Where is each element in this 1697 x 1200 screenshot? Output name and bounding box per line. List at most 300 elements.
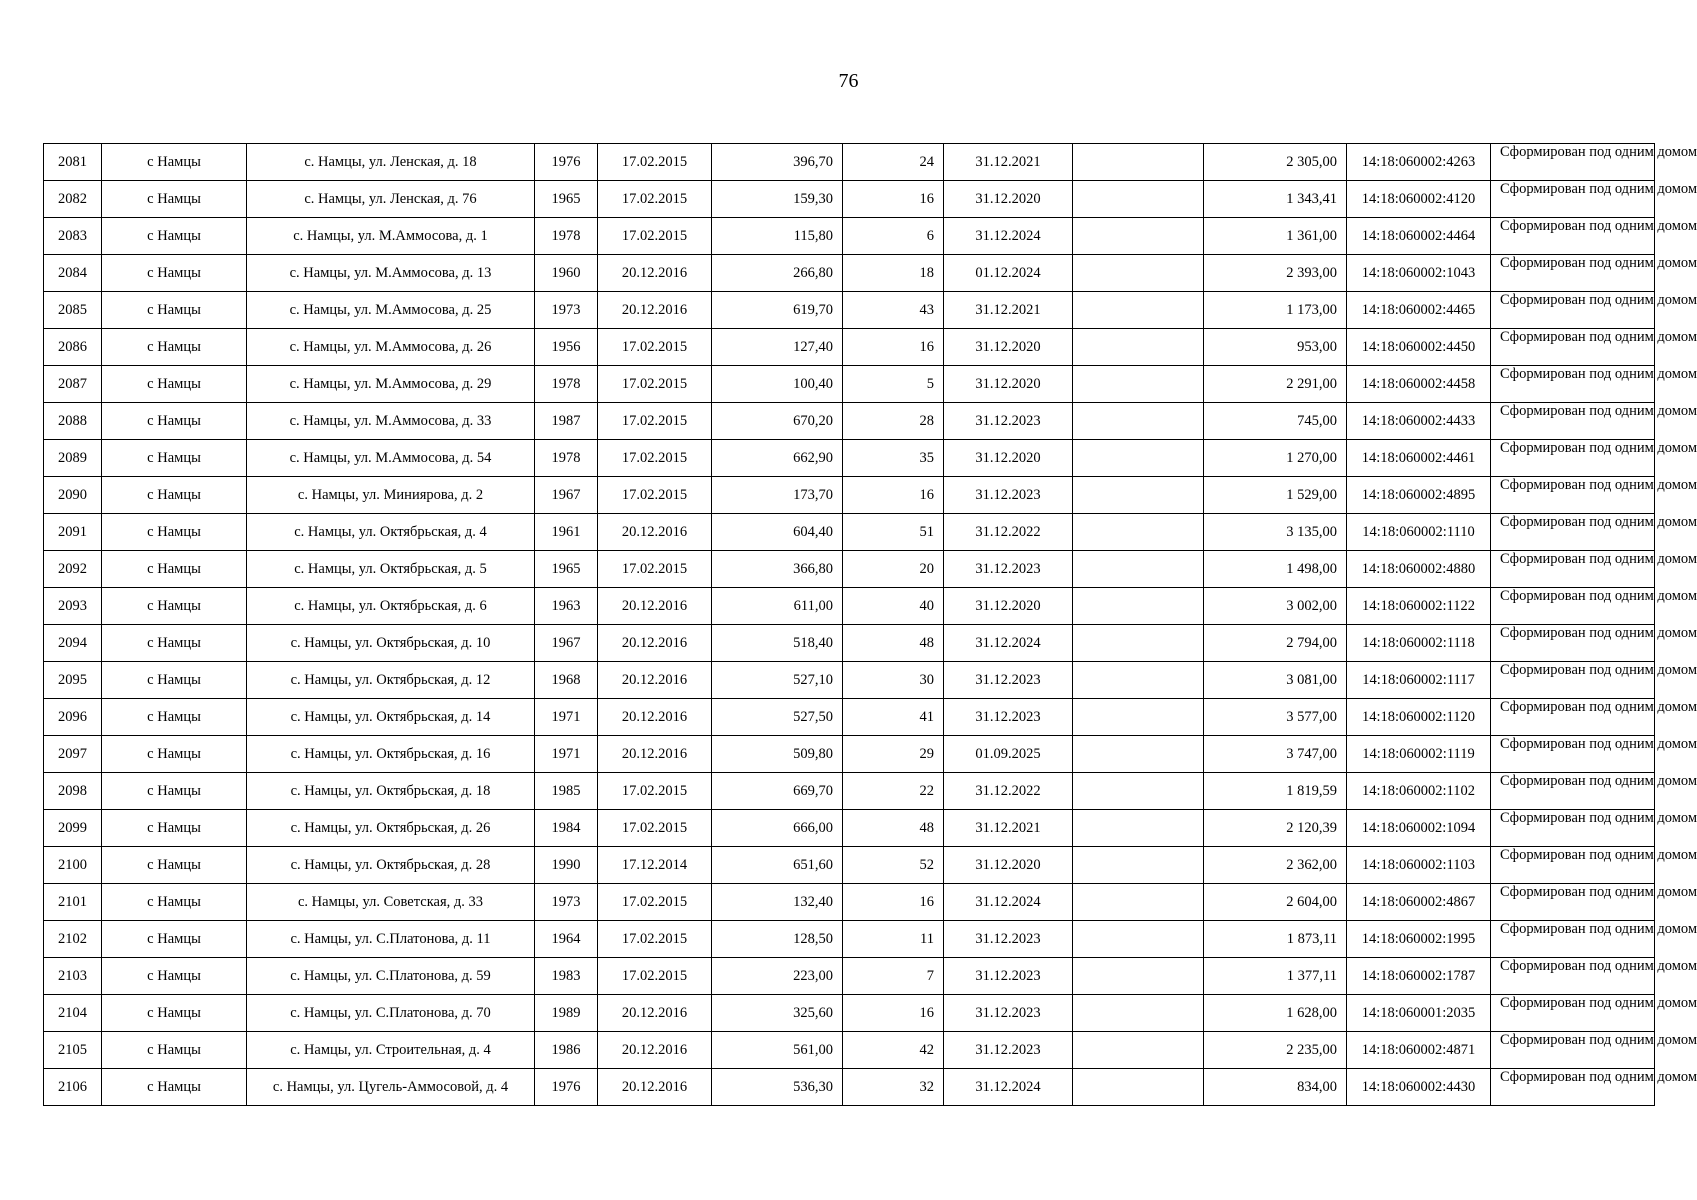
cell-cadastral-number: 14:18:060002:1995 — [1347, 921, 1491, 958]
cell-status: Сформирован под одним домом — [1491, 588, 1655, 625]
cell-amount: 3 135,00 — [1204, 514, 1347, 551]
table-row — [44, 329, 1655, 366]
cell-amount: 1 173,00 — [1204, 292, 1347, 329]
cell-build-year: 1971 — [535, 699, 598, 736]
cell-address: с. Намцы, ул. Строительная, д. 4 — [247, 1032, 535, 1069]
cell-build-year: 1963 — [535, 588, 598, 625]
table-row — [44, 255, 1655, 292]
cell-status: Сформирован под одним домом — [1491, 255, 1655, 292]
cell-survey-date: 17.02.2015 — [598, 440, 712, 477]
cell-residents: 22 — [843, 773, 944, 810]
cell-status: Сформирован под одним домом — [1491, 551, 1655, 588]
cell-address: с. Намцы, ул. М.Аммосова, д. 33 — [247, 403, 535, 440]
cell-status: Сформирован под одним домом — [1491, 218, 1655, 255]
cell-address: с. Намцы, ул. Октябрьская, д. 4 — [247, 514, 535, 551]
cell-survey-date: 17.02.2015 — [598, 884, 712, 921]
cell-amount: 1 529,00 — [1204, 477, 1347, 514]
table-row — [44, 1069, 1655, 1106]
cell-residents: 7 — [843, 958, 944, 995]
cell-address: с. Намцы, ул. Ленская, д. 18 — [247, 144, 535, 181]
table-row — [44, 144, 1655, 181]
cell-deadline-date: 01.12.2024 — [944, 255, 1073, 292]
cell-residents: 5 — [843, 366, 944, 403]
cell-area: 266,80 — [712, 255, 843, 292]
cell-row-number: 2093 — [44, 588, 102, 625]
cell-row-number: 2106 — [44, 1069, 102, 1106]
cell-amount: 3 577,00 — [1204, 699, 1347, 736]
cell-amount: 745,00 — [1204, 403, 1347, 440]
cell-survey-date: 17.02.2015 — [598, 144, 712, 181]
cell-settlement: с Намцы — [102, 1032, 247, 1069]
table-row — [44, 181, 1655, 218]
cell-deadline-date: 31.12.2020 — [944, 366, 1073, 403]
cell-status: Сформирован под одним домом — [1491, 1069, 1655, 1106]
cell-area: 100,40 — [712, 366, 843, 403]
cell-deadline-date: 31.12.2020 — [944, 329, 1073, 366]
cell-row-number: 2082 — [44, 181, 102, 218]
cell-settlement: с Намцы — [102, 662, 247, 699]
table-row — [44, 773, 1655, 810]
cell-settlement: с Намцы — [102, 218, 247, 255]
cell-deadline-date: 31.12.2023 — [944, 551, 1073, 588]
cell-amount: 2 393,00 — [1204, 255, 1347, 292]
cell-row-number: 2104 — [44, 995, 102, 1032]
cell-row-number: 2084 — [44, 255, 102, 292]
cell-status: Сформирован под одним домом — [1491, 514, 1655, 551]
cell-build-year: 1983 — [535, 958, 598, 995]
cell-row-number: 2085 — [44, 292, 102, 329]
cell-settlement: с Намцы — [102, 847, 247, 884]
cell-amount: 3 081,00 — [1204, 662, 1347, 699]
cell-row-number: 2089 — [44, 440, 102, 477]
cell-row-number: 2103 — [44, 958, 102, 995]
cell-address: с. Намцы, ул. Октябрьская, д. 6 — [247, 588, 535, 625]
cell-residents: 48 — [843, 810, 944, 847]
cell-area: 128,50 — [712, 921, 843, 958]
cell-empty-column — [1073, 810, 1204, 847]
cell-address: с. Намцы, ул. М.Аммосова, д. 1 — [247, 218, 535, 255]
cell-residents: 16 — [843, 995, 944, 1032]
cell-address: с. Намцы, ул. Октябрьская, д. 16 — [247, 736, 535, 773]
cell-deadline-date: 31.12.2020 — [944, 440, 1073, 477]
table-row — [44, 736, 1655, 773]
table-row — [44, 477, 1655, 514]
cell-address: с. Намцы, ул. Октябрьская, д. 18 — [247, 773, 535, 810]
cell-build-year: 1978 — [535, 218, 598, 255]
table-row — [44, 366, 1655, 403]
cell-area: 669,70 — [712, 773, 843, 810]
cell-cadastral-number: 14:18:060002:1787 — [1347, 958, 1491, 995]
cell-deadline-date: 31.12.2021 — [944, 144, 1073, 181]
cell-amount: 3 002,00 — [1204, 588, 1347, 625]
cell-address: с. Намцы, ул. М.Аммосова, д. 54 — [247, 440, 535, 477]
cell-empty-column — [1073, 329, 1204, 366]
cell-empty-column — [1073, 662, 1204, 699]
cell-deadline-date: 31.12.2020 — [944, 847, 1073, 884]
cell-survey-date: 20.12.2016 — [598, 995, 712, 1032]
cell-address: с. Намцы, ул. Октябрьская, д. 10 — [247, 625, 535, 662]
cell-build-year: 1967 — [535, 477, 598, 514]
cell-empty-column — [1073, 366, 1204, 403]
cell-empty-column — [1073, 736, 1204, 773]
cell-empty-column — [1073, 921, 1204, 958]
cell-area: 509,80 — [712, 736, 843, 773]
cell-build-year: 1961 — [535, 514, 598, 551]
cell-address: с. Намцы, ул. Миниярова, д. 2 — [247, 477, 535, 514]
cell-deadline-date: 31.12.2023 — [944, 699, 1073, 736]
cell-deadline-date: 31.12.2023 — [944, 662, 1073, 699]
cell-row-number: 2092 — [44, 551, 102, 588]
cell-address: с. Намцы, ул. Октябрьская, д. 14 — [247, 699, 535, 736]
cell-survey-date: 17.02.2015 — [598, 958, 712, 995]
cell-deadline-date: 31.12.2024 — [944, 1069, 1073, 1106]
cell-empty-column — [1073, 625, 1204, 662]
cell-deadline-date: 31.12.2024 — [944, 884, 1073, 921]
cell-survey-date: 20.12.2016 — [598, 699, 712, 736]
cell-build-year: 1971 — [535, 736, 598, 773]
cell-deadline-date: 31.12.2023 — [944, 1032, 1073, 1069]
cell-survey-date: 17.02.2015 — [598, 181, 712, 218]
cell-row-number: 2087 — [44, 366, 102, 403]
cell-deadline-date: 31.12.2021 — [944, 292, 1073, 329]
cell-survey-date: 17.02.2015 — [598, 551, 712, 588]
cell-settlement: с Намцы — [102, 884, 247, 921]
cell-address: с. Намцы, ул. Советская, д. 33 — [247, 884, 535, 921]
cell-cadastral-number: 14:18:060002:1043 — [1347, 255, 1491, 292]
cell-survey-date: 20.12.2016 — [598, 514, 712, 551]
cell-survey-date: 17.02.2015 — [598, 477, 712, 514]
cell-status: Сформирован под одним домом — [1491, 810, 1655, 847]
page-number: 76 — [838, 70, 859, 92]
cell-empty-column — [1073, 551, 1204, 588]
cell-cadastral-number: 14:18:060002:4120 — [1347, 181, 1491, 218]
cell-area: 619,70 — [712, 292, 843, 329]
cell-area: 325,60 — [712, 995, 843, 1032]
cell-empty-column — [1073, 958, 1204, 995]
cell-settlement: с Намцы — [102, 255, 247, 292]
cell-row-number: 2086 — [44, 329, 102, 366]
cell-amount: 1 361,00 — [1204, 218, 1347, 255]
cell-cadastral-number: 14:18:060002:4461 — [1347, 440, 1491, 477]
cell-build-year: 1984 — [535, 810, 598, 847]
cell-area: 611,00 — [712, 588, 843, 625]
cell-residents: 16 — [843, 329, 944, 366]
cell-survey-date: 17.02.2015 — [598, 403, 712, 440]
cell-amount: 3 747,00 — [1204, 736, 1347, 773]
cell-empty-column — [1073, 144, 1204, 181]
cell-residents: 48 — [843, 625, 944, 662]
cell-settlement: с Намцы — [102, 292, 247, 329]
cell-cadastral-number: 14:18:060002:1119 — [1347, 736, 1491, 773]
cell-cadastral-number: 14:18:060002:1120 — [1347, 699, 1491, 736]
cell-settlement: с Намцы — [102, 773, 247, 810]
cell-settlement: с Намцы — [102, 995, 247, 1032]
cell-build-year: 1976 — [535, 1069, 598, 1106]
cell-area: 115,80 — [712, 218, 843, 255]
cell-survey-date: 17.02.2015 — [598, 810, 712, 847]
cell-survey-date: 17.02.2015 — [598, 218, 712, 255]
cell-residents: 42 — [843, 1032, 944, 1069]
cell-deadline-date: 31.12.2020 — [944, 181, 1073, 218]
cell-survey-date: 17.02.2015 — [598, 329, 712, 366]
cell-settlement: с Намцы — [102, 329, 247, 366]
table-row — [44, 218, 1655, 255]
cell-cadastral-number: 14:18:060002:1110 — [1347, 514, 1491, 551]
table-row — [44, 625, 1655, 662]
cell-status: Сформирован под одним домом — [1491, 403, 1655, 440]
cell-deadline-date: 31.12.2021 — [944, 810, 1073, 847]
cell-residents: 40 — [843, 588, 944, 625]
cell-residents: 6 — [843, 218, 944, 255]
cell-cadastral-number: 14:18:060002:4895 — [1347, 477, 1491, 514]
table-row — [44, 440, 1655, 477]
cell-deadline-date: 31.12.2020 — [944, 588, 1073, 625]
table-row — [44, 995, 1655, 1032]
cell-row-number: 2097 — [44, 736, 102, 773]
cell-area: 223,00 — [712, 958, 843, 995]
cell-cadastral-number: 14:18:060002:1094 — [1347, 810, 1491, 847]
cell-settlement: с Намцы — [102, 181, 247, 218]
cell-survey-date: 20.12.2016 — [598, 736, 712, 773]
cell-settlement: с Намцы — [102, 551, 247, 588]
cell-status: Сформирован под одним домом — [1491, 995, 1655, 1032]
cell-settlement: с Намцы — [102, 144, 247, 181]
cell-settlement: с Намцы — [102, 588, 247, 625]
cell-deadline-date: 31.12.2023 — [944, 921, 1073, 958]
cell-survey-date: 17.12.2014 — [598, 847, 712, 884]
cell-empty-column — [1073, 477, 1204, 514]
cell-row-number: 2095 — [44, 662, 102, 699]
cell-cadastral-number: 14:18:060002:4430 — [1347, 1069, 1491, 1106]
cell-cadastral-number: 14:18:060001:2035 — [1347, 995, 1491, 1032]
cell-area: 527,10 — [712, 662, 843, 699]
cell-address: с. Намцы, ул. Октябрьская, д. 26 — [247, 810, 535, 847]
cell-cadastral-number: 14:18:060002:4450 — [1347, 329, 1491, 366]
cell-survey-date: 17.02.2015 — [598, 366, 712, 403]
cell-settlement: с Намцы — [102, 366, 247, 403]
table-row — [44, 847, 1655, 884]
cell-settlement: с Намцы — [102, 921, 247, 958]
cell-build-year: 1973 — [535, 884, 598, 921]
cell-residents: 24 — [843, 144, 944, 181]
cell-cadastral-number: 14:18:060002:4465 — [1347, 292, 1491, 329]
cell-row-number: 2081 — [44, 144, 102, 181]
cell-empty-column — [1073, 255, 1204, 292]
cell-survey-date: 20.12.2016 — [598, 1069, 712, 1106]
cell-deadline-date: 31.12.2023 — [944, 477, 1073, 514]
cell-survey-date: 20.12.2016 — [598, 292, 712, 329]
cell-survey-date: 20.12.2016 — [598, 255, 712, 292]
cell-empty-column — [1073, 292, 1204, 329]
cell-deadline-date: 31.12.2023 — [944, 958, 1073, 995]
cell-area: 604,40 — [712, 514, 843, 551]
table-row — [44, 514, 1655, 551]
cell-amount: 2 362,00 — [1204, 847, 1347, 884]
cell-build-year: 1976 — [535, 144, 598, 181]
cell-area: 518,40 — [712, 625, 843, 662]
cell-settlement: с Намцы — [102, 440, 247, 477]
cell-status: Сформирован под одним домом — [1491, 144, 1655, 181]
cell-build-year: 1986 — [535, 1032, 598, 1069]
cell-residents: 16 — [843, 181, 944, 218]
cell-status: Сформирован под одним домом — [1491, 329, 1655, 366]
cell-amount: 2 604,00 — [1204, 884, 1347, 921]
cell-residents: 16 — [843, 884, 944, 921]
cell-build-year: 1968 — [535, 662, 598, 699]
housing-registry-table — [43, 143, 1697, 1106]
cell-build-year: 1978 — [535, 440, 598, 477]
cell-area: 159,30 — [712, 181, 843, 218]
cell-status: Сформирован под одним домом — [1491, 699, 1655, 736]
cell-residents: 29 — [843, 736, 944, 773]
cell-cadastral-number: 14:18:060002:4867 — [1347, 884, 1491, 921]
cell-amount: 1 343,41 — [1204, 181, 1347, 218]
cell-settlement: с Намцы — [102, 1069, 247, 1106]
cell-area: 651,60 — [712, 847, 843, 884]
cell-cadastral-number: 14:18:060002:4433 — [1347, 403, 1491, 440]
cell-settlement: с Намцы — [102, 514, 247, 551]
cell-settlement: с Намцы — [102, 736, 247, 773]
table-row — [44, 1032, 1655, 1069]
cell-status: Сформирован под одним домом — [1491, 773, 1655, 810]
cell-build-year: 1985 — [535, 773, 598, 810]
table-row — [44, 588, 1655, 625]
cell-build-year: 1967 — [535, 625, 598, 662]
cell-row-number: 2090 — [44, 477, 102, 514]
cell-row-number: 2088 — [44, 403, 102, 440]
cell-address: с. Намцы, ул. Ленская, д. 76 — [247, 181, 535, 218]
cell-build-year: 1990 — [535, 847, 598, 884]
cell-survey-date: 17.02.2015 — [598, 773, 712, 810]
cell-build-year: 1960 — [535, 255, 598, 292]
cell-amount: 1 377,11 — [1204, 958, 1347, 995]
cell-empty-column — [1073, 440, 1204, 477]
cell-status: Сформирован под одним домом — [1491, 181, 1655, 218]
table-row — [44, 403, 1655, 440]
cell-status: Сформирован под одним домом — [1491, 662, 1655, 699]
cell-amount: 2 120,39 — [1204, 810, 1347, 847]
cell-area: 396,70 — [712, 144, 843, 181]
cell-deadline-date: 31.12.2023 — [944, 995, 1073, 1032]
cell-area: 366,80 — [712, 551, 843, 588]
table-row — [44, 699, 1655, 736]
cell-cadastral-number: 14:18:060002:4458 — [1347, 366, 1491, 403]
cell-status: Сформирован под одним домом — [1491, 884, 1655, 921]
cell-address: с. Намцы, ул. С.Платонова, д. 70 — [247, 995, 535, 1032]
cell-settlement: с Намцы — [102, 699, 247, 736]
cell-address: с. Намцы, ул. С.Платонова, д. 11 — [247, 921, 535, 958]
cell-settlement: с Намцы — [102, 477, 247, 514]
cell-empty-column — [1073, 773, 1204, 810]
table-row — [44, 884, 1655, 921]
cell-settlement: с Намцы — [102, 403, 247, 440]
cell-area: 561,00 — [712, 1032, 843, 1069]
cell-area: 527,50 — [712, 699, 843, 736]
cell-amount: 2 794,00 — [1204, 625, 1347, 662]
cell-empty-column — [1073, 884, 1204, 921]
cell-survey-date: 20.12.2016 — [598, 1032, 712, 1069]
cell-row-number: 2099 — [44, 810, 102, 847]
cell-deadline-date: 31.12.2022 — [944, 514, 1073, 551]
cell-survey-date: 17.02.2015 — [598, 921, 712, 958]
cell-address: с. Намцы, ул. М.Аммосова, д. 25 — [247, 292, 535, 329]
cell-status: Сформирован под одним домом — [1491, 921, 1655, 958]
cell-residents: 32 — [843, 1069, 944, 1106]
cell-empty-column — [1073, 514, 1204, 551]
cell-residents: 35 — [843, 440, 944, 477]
cell-build-year: 1965 — [535, 551, 598, 588]
cell-empty-column — [1073, 995, 1204, 1032]
cell-residents: 43 — [843, 292, 944, 329]
cell-survey-date: 20.12.2016 — [598, 625, 712, 662]
cell-cadastral-number: 14:18:060002:1117 — [1347, 662, 1491, 699]
cell-cadastral-number: 14:18:060002:4464 — [1347, 218, 1491, 255]
cell-deadline-date: 31.12.2024 — [944, 218, 1073, 255]
cell-residents: 18 — [843, 255, 944, 292]
table-row — [44, 958, 1655, 995]
cell-residents: 30 — [843, 662, 944, 699]
cell-cadastral-number: 14:18:060002:1103 — [1347, 847, 1491, 884]
cell-build-year: 1989 — [535, 995, 598, 1032]
cell-build-year: 1956 — [535, 329, 598, 366]
cell-deadline-date: 01.09.2025 — [944, 736, 1073, 773]
cell-cadastral-number: 14:18:060002:4880 — [1347, 551, 1491, 588]
cell-build-year: 1978 — [535, 366, 598, 403]
cell-amount: 1 270,00 — [1204, 440, 1347, 477]
cell-cadastral-number: 14:18:060002:1102 — [1347, 773, 1491, 810]
cell-area: 173,70 — [712, 477, 843, 514]
cell-status: Сформирован под одним домом — [1491, 1032, 1655, 1069]
cell-empty-column — [1073, 1069, 1204, 1106]
cell-amount: 2 291,00 — [1204, 366, 1347, 403]
cell-residents: 51 — [843, 514, 944, 551]
cell-status: Сформирован под одним домом — [1491, 625, 1655, 662]
cell-status: Сформирован под одним домом — [1491, 366, 1655, 403]
cell-amount: 2 235,00 — [1204, 1032, 1347, 1069]
cell-address: с. Намцы, ул. Октябрьская, д. 12 — [247, 662, 535, 699]
cell-amount: 1 498,00 — [1204, 551, 1347, 588]
cell-address: с. Намцы, ул. С.Платонова, д. 59 — [247, 958, 535, 995]
cell-residents: 20 — [843, 551, 944, 588]
cell-deadline-date: 31.12.2024 — [944, 625, 1073, 662]
cell-build-year: 1964 — [535, 921, 598, 958]
cell-cadastral-number: 14:18:060002:1118 — [1347, 625, 1491, 662]
cell-status: Сформирован под одним домом — [1491, 736, 1655, 773]
cell-status: Сформирован под одним домом — [1491, 958, 1655, 995]
cell-row-number: 2083 — [44, 218, 102, 255]
cell-row-number: 2091 — [44, 514, 102, 551]
cell-build-year: 1973 — [535, 292, 598, 329]
cell-survey-date: 20.12.2016 — [598, 588, 712, 625]
cell-residents: 52 — [843, 847, 944, 884]
cell-deadline-date: 31.12.2023 — [944, 403, 1073, 440]
cell-cadastral-number: 14:18:060002:1122 — [1347, 588, 1491, 625]
cell-row-number: 2102 — [44, 921, 102, 958]
cell-deadline-date: 31.12.2022 — [944, 773, 1073, 810]
cell-row-number: 2096 — [44, 699, 102, 736]
cell-address: с. Намцы, ул. Октябрьская, д. 5 — [247, 551, 535, 588]
cell-build-year: 1965 — [535, 181, 598, 218]
cell-area: 670,20 — [712, 403, 843, 440]
cell-address: с. Намцы, ул. Октябрьская, д. 28 — [247, 847, 535, 884]
cell-settlement: с Намцы — [102, 810, 247, 847]
cell-empty-column — [1073, 181, 1204, 218]
cell-row-number: 2098 — [44, 773, 102, 810]
cell-row-number: 2100 — [44, 847, 102, 884]
cell-address: с. Намцы, ул. М.Аммосова, д. 13 — [247, 255, 535, 292]
cell-settlement: с Намцы — [102, 625, 247, 662]
cell-status: Сформирован под одним домом — [1491, 440, 1655, 477]
